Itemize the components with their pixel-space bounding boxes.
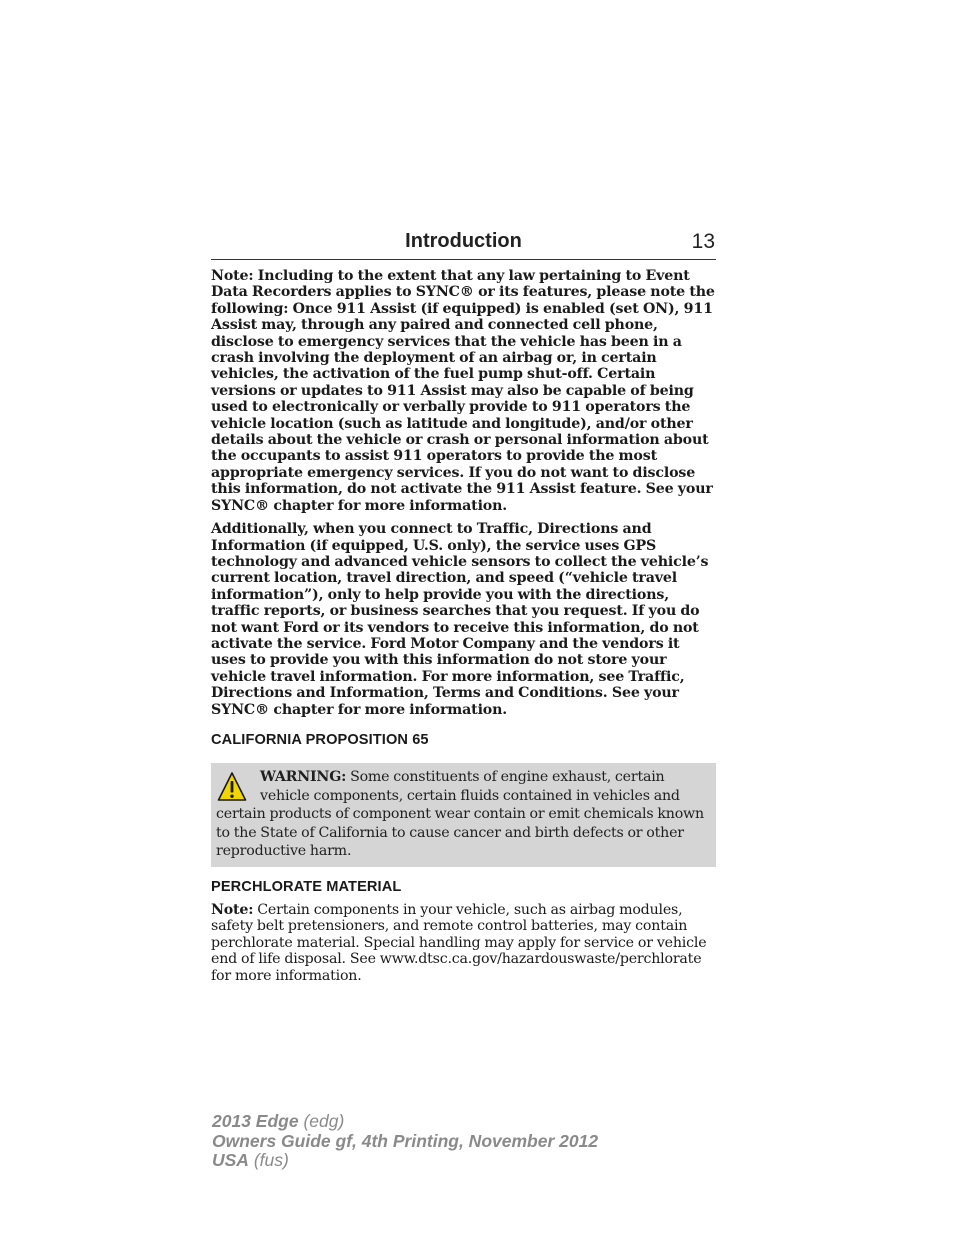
footer-market-code: (fus) (248, 1150, 289, 1171)
footer-guide: Owners Guide gf, 4th Printing, November 2012 (212, 1130, 599, 1151)
warning-triangle-icon (217, 771, 247, 803)
perchlorate-note-text: Certain components in your vehicle, such as airbag modules, safety belt pretensioners, and remote control batteries, may contain perchlorate material. Special handling may apply for service or vehicle end of life disposal. See www.dtsc.ca.gov/hazardouswaste/perchlorate for more information. (211, 901, 707, 984)
prop-65-warning-box (211, 763, 716, 867)
footer-market-line (212, 1151, 598, 1171)
page-header (211, 229, 716, 260)
page-footer (212, 1112, 598, 1171)
traffic-info-paragraph: Additionally, when you connect to Traffic, Directions and Information (if equipped, U.S. only), the service uses GPS technology and advanced vehicle sensors to collect the vehicle’s current location, travel direction, and speed (“vehicle travel information”), only to help provide you with the directions, traffic reports, or business searches that you request. If you do not want Ford or its vendors to receive this information, do not activate the service. Ford Motor Company and the vendors it uses to provide you with this information do not store your vehicle travel information. For more information, see Traffic, Directions and Information, Terms and Conditions. See your SYNC® chapter for more information. (211, 521, 709, 718)
page-body (211, 268, 716, 984)
footer-model: 2013 Edge (212, 1111, 299, 1131)
note-label: Note: (211, 901, 254, 918)
perchlorate-heading: PERCHLORATE MATERIAL (211, 878, 402, 895)
chapter-title: Introduction (405, 230, 522, 252)
footer-market: USA (212, 1150, 249, 1171)
footer-model-code: (edg) (298, 1111, 345, 1131)
california-prop-65-heading: CALIFORNIA PROPOSITION 65 (211, 731, 429, 748)
warning-label: WARNING: (260, 768, 347, 785)
page-number: 13 (691, 230, 715, 253)
perchlorate-note (211, 902, 716, 984)
footer-guide-line (212, 1132, 598, 1152)
edr-note-paragraph: Note: Including to the extent that any law pertaining to Event Data Recorders applies to SYNC® or its features, please note the following: Once 911 Assist (if equipped) is enabled (set ON), 911 Assist may, through any paired and connected cell phone, disclose to emergency services that the vehicle has been in a crash involving the deployment of an airbag or, in certain vehicles, the activation of the fuel pump shut-off. Certain versions or updates to 911 Assist may also be capable of being used to electronically or verbally provide to 911 operators the vehicle location (such as latitude and longitude), and/or other details about the vehicle or crash or personal information about the occupants to assist 911 operators to provide the most appropriate emergency services. If you do not want to disclose this information, do not activate the 911 Assist feature. See your SYNC® chapter for more information. (211, 268, 715, 514)
warning-text: Some constituents of engine exhaust, certain vehicle components, certain fluids contained in vehicles and certain products of component wear contain or emit chemicals known to the State of California to cause cancer and birth defects or other reproductive harm. (216, 768, 704, 860)
footer-model-line (212, 1112, 598, 1132)
